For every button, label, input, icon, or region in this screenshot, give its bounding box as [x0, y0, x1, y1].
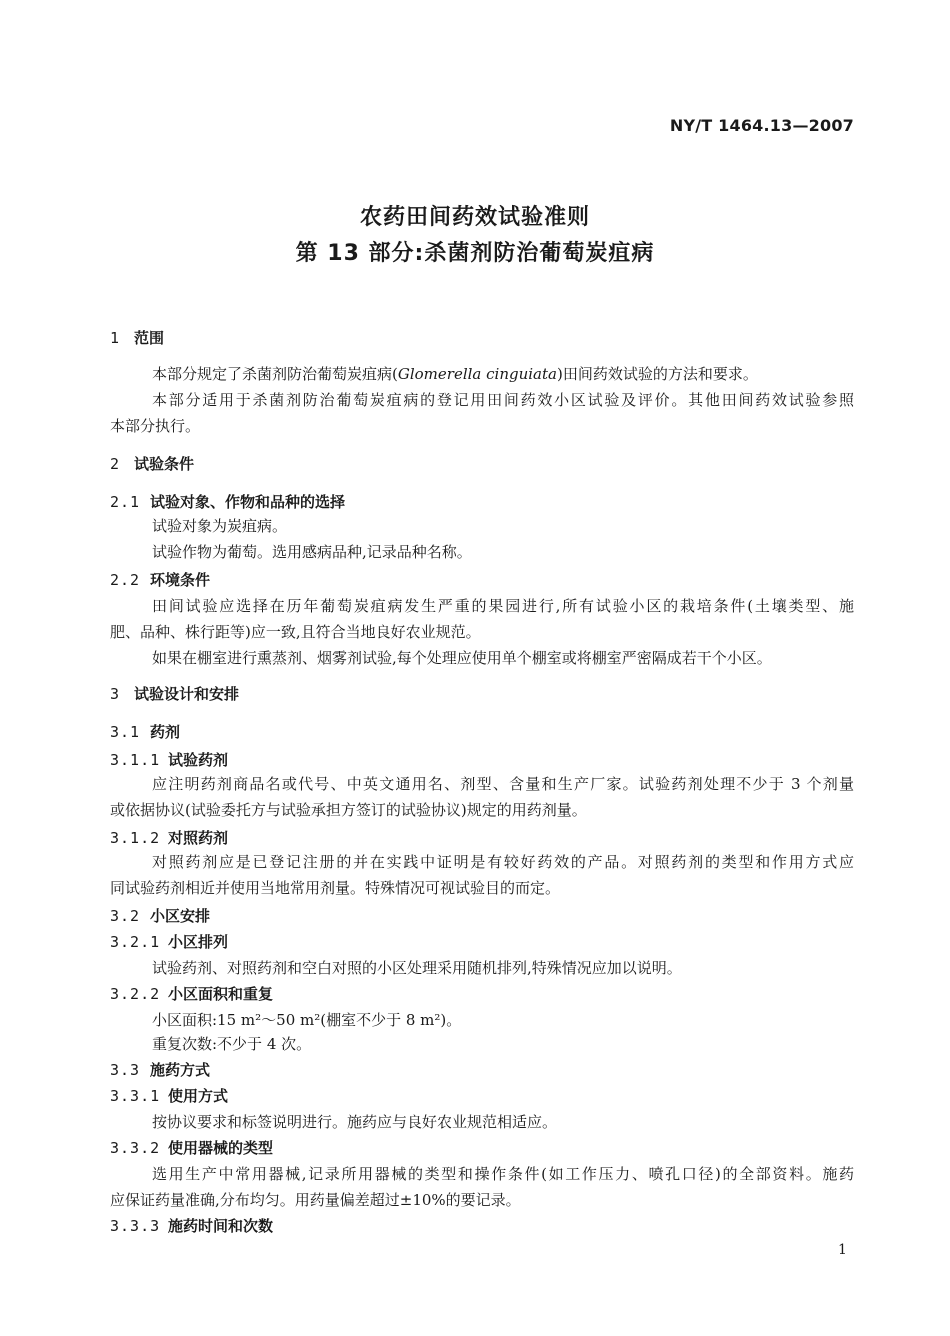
- section-number: 3.1.2: [110, 829, 161, 847]
- section-title: 小区排列: [168, 933, 229, 951]
- section-title: 试验药剂: [168, 751, 229, 769]
- document-title: 农药田间药效试验准则: [359, 205, 590, 230]
- section-number: 3.3: [110, 1061, 141, 1079]
- text-segment: 本部分规定了杀菌剂防治葡萄炭疽病(: [152, 365, 398, 383]
- paragraph-line: 按协议要求和标签说明进行。施药应与良好农业规范相适应。: [152, 1113, 558, 1131]
- subsection-heading-3-1: [110, 722, 860, 742]
- subsection-heading-3-2: [110, 906, 860, 926]
- paragraph-line: 应注明药剂商品名或代号、中英文通用名、剂型、含量和生产厂家。试验药剂处理不少于 3 个剂量: [152, 775, 854, 793]
- latin-name: Glomerella cinguiata: [397, 365, 557, 383]
- paragraph-line: 如果在棚室进行熏蒸剂、烟雾剂试验,每个处理应使用单个棚室或将棚室严密隔成若干个小区。: [152, 649, 772, 667]
- paragraph-line: 田间试验应选择在历年葡萄炭疽病发生严重的果园进行,所有试验小区的栽培条件(土壤类型、施: [152, 597, 854, 615]
- paragraph-line: 肥、品种、株行距等)应一致,且符合当地良好农业规范。: [110, 623, 481, 641]
- section-title: 范围: [134, 329, 165, 347]
- subsection-heading-3-3: [110, 1060, 860, 1080]
- paragraph-line: 试验作物为葡萄。选用感病品种,记录品种名称。: [152, 543, 472, 561]
- section-heading-2: [110, 454, 860, 474]
- section-heading-3: [110, 684, 860, 704]
- section-title: 使用器械的类型: [168, 1139, 274, 1157]
- paragraph-line: 或依据协议(试验委托方与试验承担方签订的试验协议)规定的用药剂量。: [110, 801, 587, 819]
- subsection-heading-3-3-1: [110, 1086, 860, 1106]
- subsection-heading-3-2-2: [110, 984, 860, 1004]
- section-number: 3: [110, 685, 121, 703]
- subsection-heading-2-1: [110, 492, 860, 512]
- section-number: 3.3.1: [110, 1087, 161, 1105]
- section-number: 2.2: [110, 571, 141, 589]
- paragraph-line: 选用生产中常用器械,记录所用器械的类型和操作条件(如工作压力、喷孔口径)的全部资料。施药: [152, 1165, 854, 1183]
- section-title: 小区安排: [150, 907, 211, 925]
- section-number: 3.3.2: [110, 1139, 161, 1157]
- section-number: 3.1.1: [110, 751, 161, 769]
- subsection-heading-3-2-1: [110, 932, 860, 952]
- section-number: 3.2: [110, 907, 141, 925]
- standard-code: NY/T 1464.13—2007: [669, 116, 854, 135]
- section-title: 试验条件: [134, 455, 195, 473]
- section-number: 3.1: [110, 723, 141, 741]
- section-heading-1: [110, 328, 860, 348]
- section-title: 小区面积和重复: [168, 985, 274, 1003]
- paragraph-line: 对照药剂应是已登记注册的并在实践中证明是有较好药效的产品。对照药剂的类型和作用方式应: [152, 853, 854, 871]
- page-number: 1: [838, 1242, 847, 1258]
- paragraph-line: 重复次数:不少于 4 次。: [152, 1035, 312, 1053]
- text-segment: )田间药效试验的方法和要求。: [556, 365, 758, 383]
- section-title: 对照药剂: [168, 829, 229, 847]
- section-number: 1: [110, 329, 121, 347]
- subsection-heading-3-1-2: [110, 828, 860, 848]
- paragraph-line: 同试验药剂相近并使用当地常用剂量。特殊情况可视试验目的而定。: [110, 879, 561, 897]
- subsection-heading-3-3-3: [110, 1216, 860, 1236]
- paragraph-line: 小区面积:15 m²～50 m²(棚室不少于 8 m²)。: [152, 1011, 462, 1029]
- section-title: 药剂: [150, 723, 181, 741]
- paragraph-line: 本部分执行。: [110, 417, 201, 435]
- subsection-heading-2-2: [110, 570, 860, 590]
- paragraph: [152, 364, 902, 384]
- subsection-heading-3-3-2: [110, 1138, 860, 1158]
- section-title: 使用方式: [168, 1087, 229, 1105]
- paragraph-line: 应保证药量准确,分布均匀。用药量偏差超过±10%的要记录。: [110, 1191, 521, 1209]
- section-number: 3.2.2: [110, 985, 161, 1003]
- section-number: 3.3.3: [110, 1217, 161, 1235]
- paragraph-line: 试验药剂、对照药剂和空白对照的小区处理采用随机排列,特殊情况应加以说明。: [152, 959, 682, 977]
- section-title: 试验对象、作物和品种的选择: [150, 493, 346, 511]
- section-title: 施药时间和次数: [168, 1217, 274, 1235]
- document-subtitle: 第 13 部分:杀菌剂防治葡萄炭疽病: [295, 241, 655, 266]
- section-number: 3.2.1: [110, 933, 161, 951]
- section-title: 环境条件: [150, 571, 211, 589]
- subsection-heading-3-1-1: [110, 750, 860, 770]
- paragraph-line: 试验对象为炭疽病。: [152, 517, 288, 535]
- section-title: 试验设计和安排: [134, 685, 240, 703]
- section-number: 2.1: [110, 493, 141, 511]
- section-number: 2: [110, 455, 121, 473]
- section-title: 施药方式: [150, 1061, 211, 1079]
- paragraph-line: 本部分适用于杀菌剂防治葡萄炭疽病的登记用田间药效小区试验及评价。其他田间药效试验参照: [152, 391, 854, 409]
